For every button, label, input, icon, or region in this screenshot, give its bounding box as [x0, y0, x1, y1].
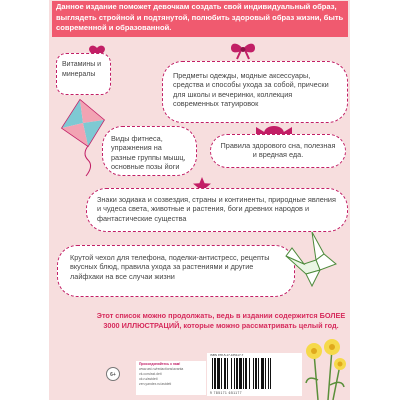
- bubble-fitness: [102, 126, 197, 176]
- info-line-4[interactable]: ok.ru/astdeti: [139, 377, 158, 381]
- isbn-text: ISBN 978-5-17-165117-7: [210, 353, 244, 357]
- age-rating-badge: 6+: [106, 367, 120, 381]
- outro-text: Этот список можно продолжать, ведь в издании содержится БОЛЕЕ 3000 ИЛЛЮСТРАЦИЙ, которые можно рассматривать целый год.: [96, 311, 346, 330]
- barcode-icon: [210, 358, 298, 390]
- bubble-fitness-text: Виды фитнеса, упражнения на разные группы мышц, основные позы йоги: [111, 134, 186, 172]
- bubble-phone: [57, 245, 295, 297]
- bubble-sleep: [210, 134, 346, 168]
- info-line-2[interactable]: www.ast.ru/redactions/avanta: [139, 367, 184, 371]
- info-line-3[interactable]: vk.com/ast.deti: [139, 372, 162, 376]
- bubble-phone-text: Крутой чехол для телефона, поделки-антистресс, рецепты вкусных блюд, правила ухода за растениями и другие лайфхаки на все случаи жизни: [70, 253, 270, 281]
- bubble-zodiac-text: Знаки зодиака и созвездия, страны и континенты, природные явления и чудеса света, животные и растения, боги древних народов и фантастические существа: [97, 195, 336, 223]
- barcode-number: 9 785171 651177: [210, 391, 243, 395]
- origami-crane-icon: [282, 230, 338, 294]
- info-line-1: Присоединяйтесь к нам!: [139, 362, 181, 366]
- bubble-clothes-text: Предметы одежды, модные аксессуары, средства и способы ухода за собой, прически для школы и вечеринки, коллекция современных татуировок: [173, 71, 329, 109]
- bubble-clothes: [162, 61, 348, 123]
- publisher-info: [136, 361, 206, 395]
- bubble-vitamins-text: Витамины и минералы: [62, 61, 102, 78]
- bubble-zodiac: [86, 188, 348, 232]
- bubble-sleep-text: Правила здорового сна, полезная и вредная еда.: [220, 141, 336, 160]
- bow-icon: [228, 40, 258, 60]
- bubble-vitamins: [56, 53, 111, 95]
- intro-text: Данное издание поможет девочкам создать свой индивидуальный образ, выглядеть стройной и подтянутой, полюбить здоровый образ жизни, быть современной и образованной.: [52, 1, 348, 37]
- flowers-icon: [300, 335, 350, 400]
- info-line-5[interactable]: zen.yandex.ru/astdeti: [139, 382, 172, 386]
